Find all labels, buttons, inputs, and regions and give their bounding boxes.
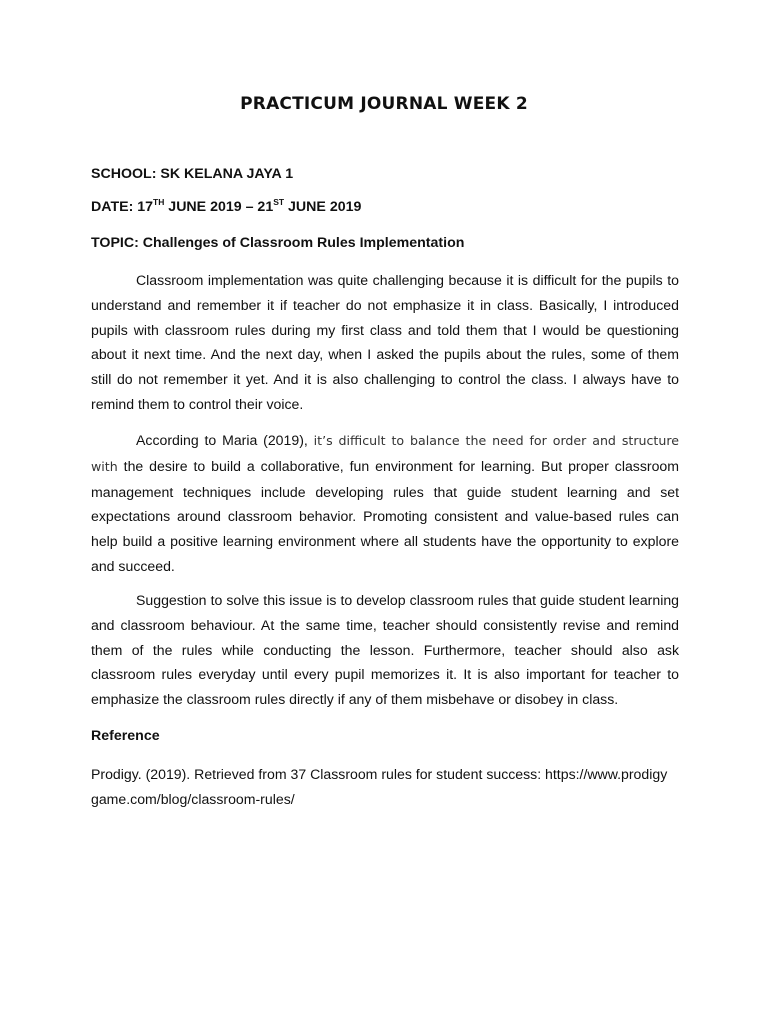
date-suffix: JUNE 2019 bbox=[284, 199, 362, 215]
paragraph-2-lead: According to Maria (2019), bbox=[136, 432, 314, 448]
reference-heading: Reference bbox=[91, 728, 160, 744]
paragraph-2-quote: it’s difficult to balance the need for order and structure with bbox=[91, 433, 679, 474]
school-line: SCHOOL: SK KELANA JAYA 1 bbox=[91, 166, 294, 182]
date-ordinal-2: ST bbox=[273, 197, 285, 207]
paragraph-2-rest: the desire to build a collaborative, fun environment for learning. But proper classroom management techniques include developing rules that guide student learning and set expectations around classroom behavior. Promoting consistent and value-based rules can help build a positive learning environment where all students have the opportunity to explore and succeed. bbox=[91, 457, 679, 574]
date-middle: JUNE 2019 – 21 bbox=[164, 199, 274, 215]
topic-line: TOPIC: Challenges of Classroom Rules Implementation bbox=[91, 235, 465, 251]
page-title: PRACTICUM JOURNAL WEEK 2 bbox=[240, 94, 528, 114]
reference-entry bbox=[91, 762, 691, 812]
paragraph-3 bbox=[91, 588, 679, 712]
paragraph-2 bbox=[91, 428, 679, 579]
date-prefix: DATE: 17 bbox=[91, 199, 154, 215]
date-ordinal-1: TH bbox=[153, 197, 165, 207]
paragraph-1 bbox=[91, 268, 679, 417]
reference-line-2: game.com/blog/classroom-rules/ bbox=[91, 790, 295, 807]
reference-line-1: Prodigy. (2019). Retrieved from 37 Classroom rules for student success: https://www.prodigy bbox=[91, 766, 668, 782]
paragraph-2-text bbox=[91, 428, 679, 579]
date-line bbox=[91, 199, 361, 215]
paragraph-1-text: Classroom implementation was quite challenging because it is difficult for the pupils to understand and remember it if teacher do not emphasize it in class. Basically, I introduced pupils with classroom rules during my first class and told them that I would be questioning about it next time. And the next day, when I asked the pupils about the rules, some of them still do not remember it yet. And it is also challenging to control the class. I always have to remind them to control their voice. bbox=[91, 272, 679, 412]
paragraph-3-text: Suggestion to solve this issue is to develop classroom rules that guide student learning and classroom behaviour. At the same time, teacher should consistently revise and remind them of the rules while conducting the lesson. Furthermore, teacher should also ask classroom rules everyday until every pupil memorizes it. It is also important for teacher to emphasize the classroom rules directly if any of them misbehave or disobey in class. bbox=[91, 592, 679, 708]
